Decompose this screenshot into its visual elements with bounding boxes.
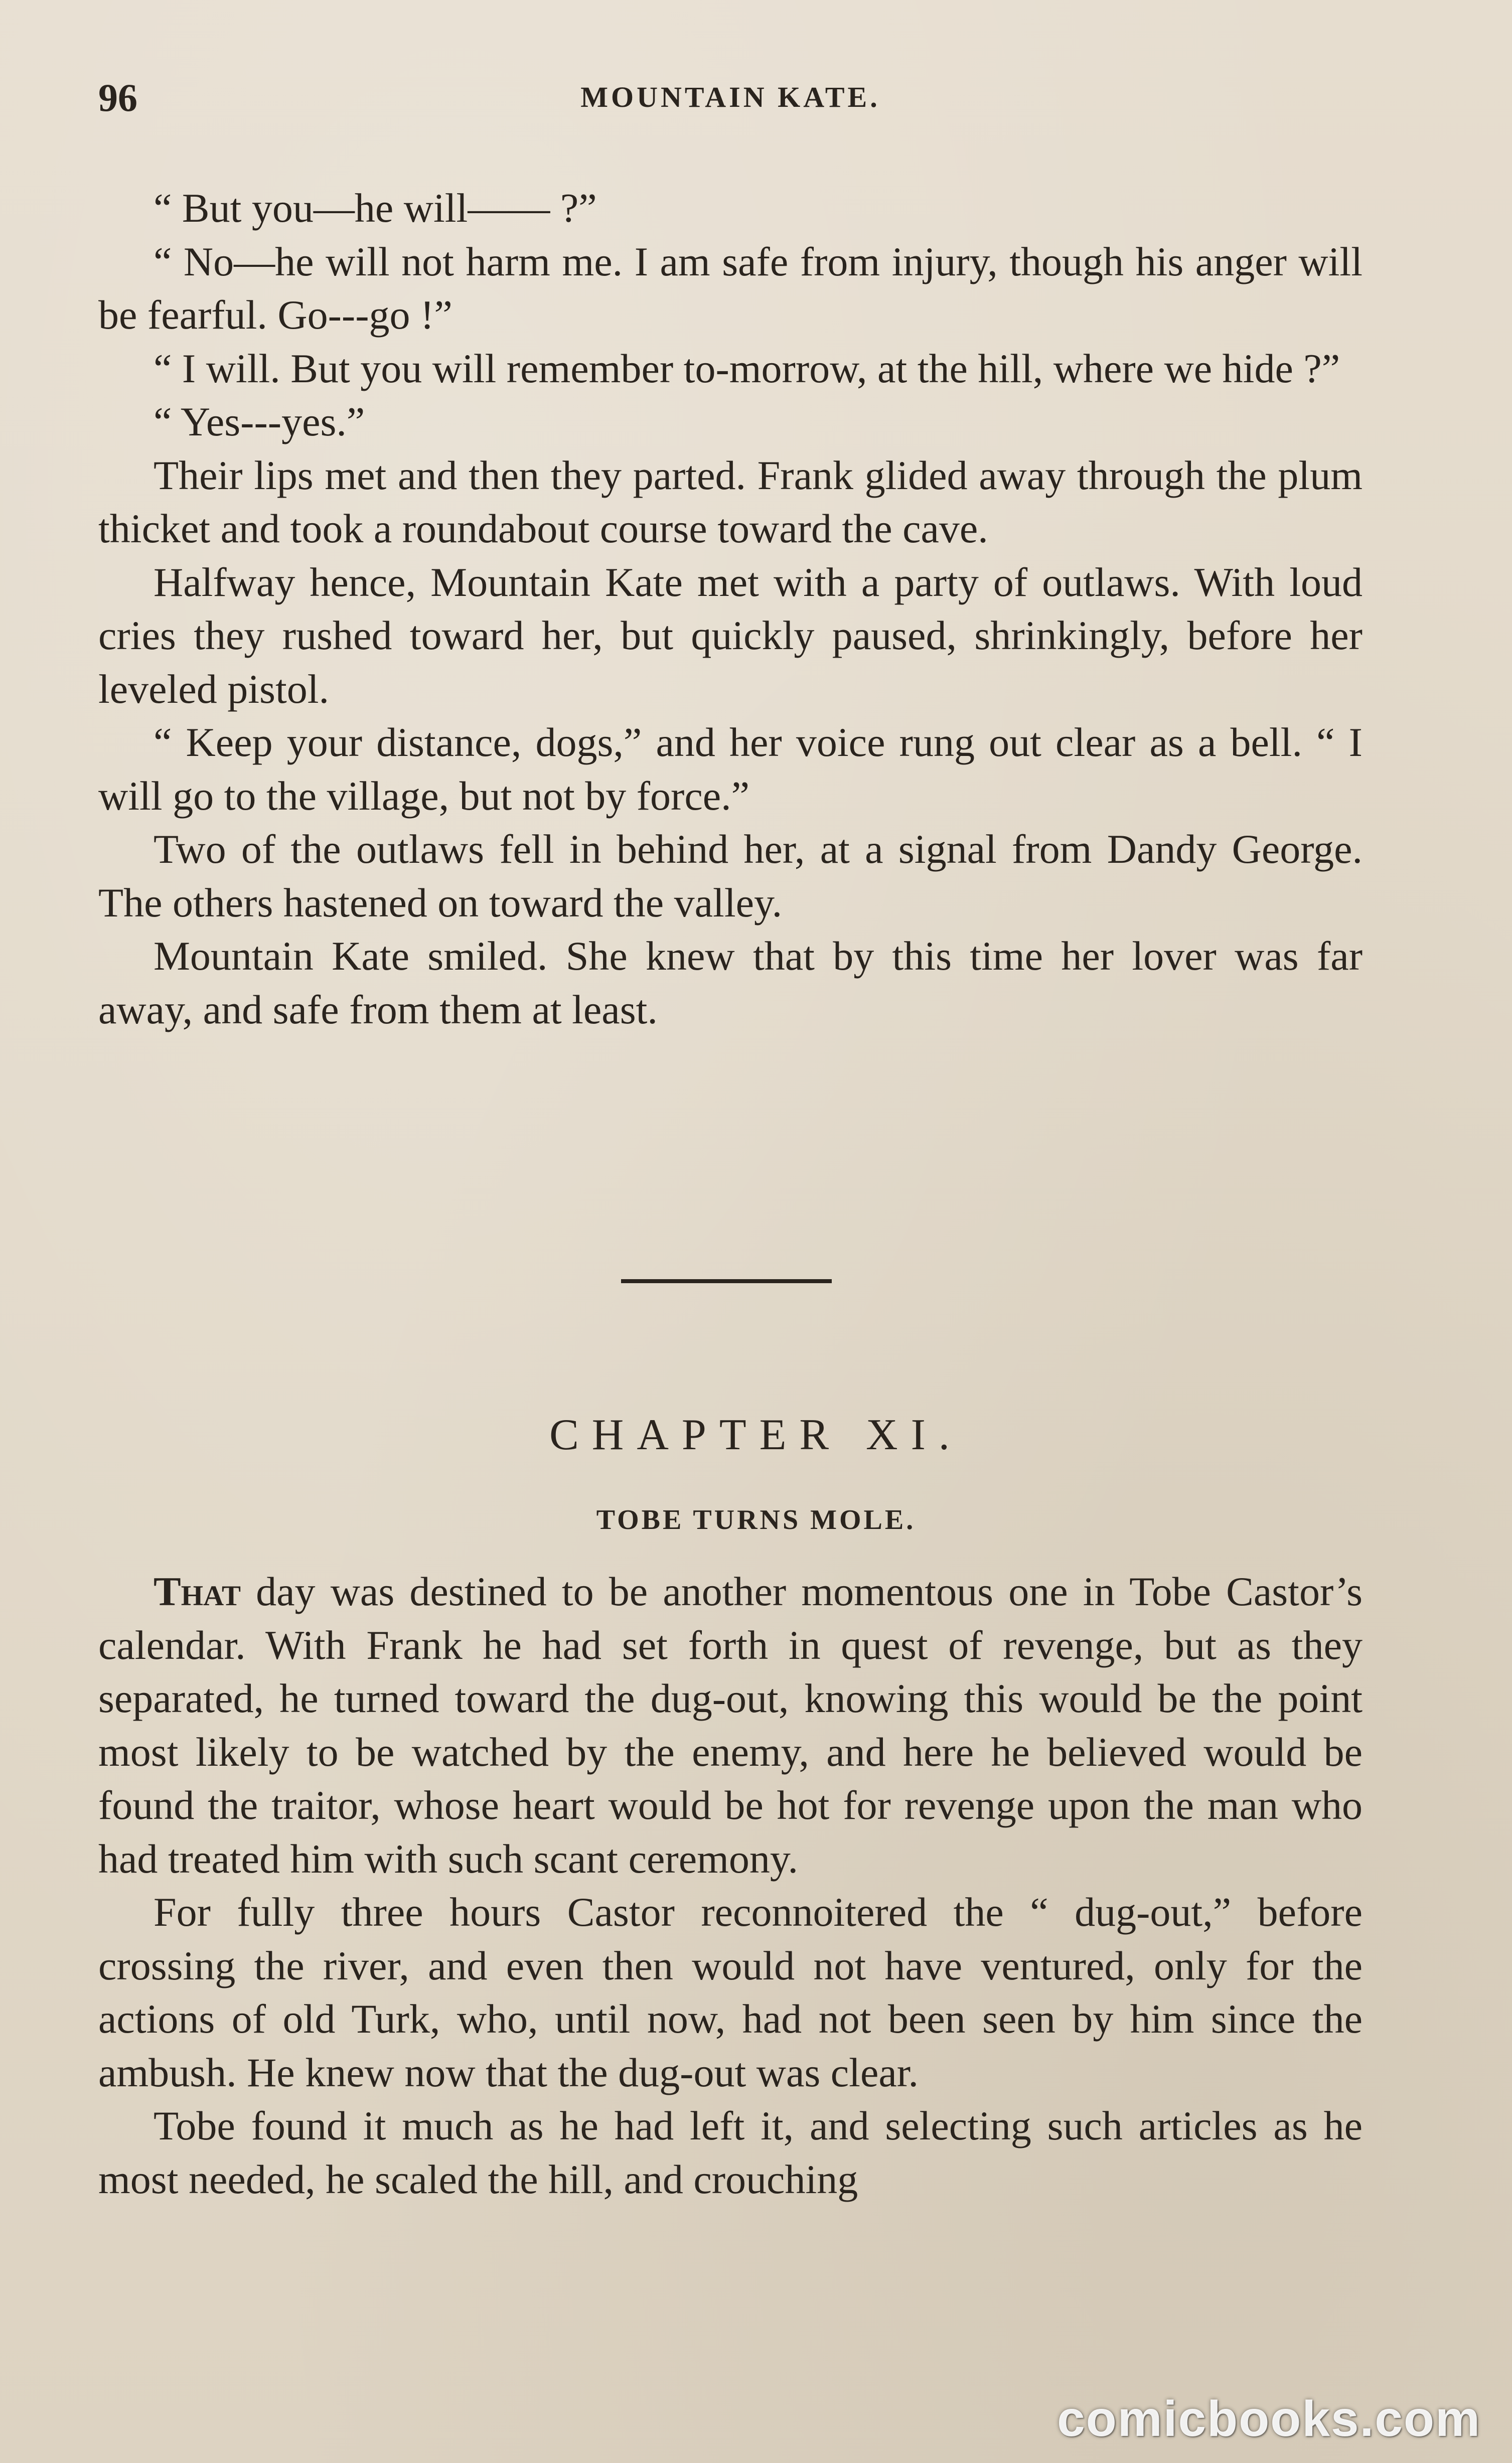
paragraph: For fully three hours Castor reconnoitered the “ dug-out,” before crossing the river, and even then would not have ventured, only for the actions of old Turk, who, until now, had not been seen by him since the ambush. He knew now that the dug-out was clear. <box>98 1889 1363 2095</box>
paragraph: Their lips met and then they parted. Frank glided away through the plum thicket and took a roundabout course toward the cave. <box>98 452 1363 551</box>
section-divider-rule <box>621 1279 832 1283</box>
paragraph: “ Keep your distance, dogs,” and her voice rung out clear as a bell. “ I will go to the village, but not by force.” <box>98 719 1363 819</box>
paragraph: “ I will. But you will remember to-morrow, at the hill, where we hide ?” <box>154 345 1340 391</box>
opening-paragraph-text: day was destined to be another momentous one in Tobe Castor’s calendar. With Frank he had set forth in quest of revenge, but as they separated, he turned toward the dug-out, knowing this would be the point most likely to be watched by the enemy, and here he believed would be found the traitor, whose heart would be hot for revenge upon the man who had treated him with such scant ceremony. <box>98 1569 1363 1882</box>
text-section-before-chapter <box>98 182 1363 1036</box>
paragraph: Halfway hence, Mountain Kate met with a party of outlaws. With loud cries they rushed toward her, but quickly paused, shrinkingly, before her leveled pistol. <box>98 559 1363 712</box>
watermark: comicbooks.com <box>1057 2391 1481 2447</box>
running-head: MOUNTAIN KATE. <box>580 81 880 113</box>
paragraph: “ No—he will not harm me. I am safe from injury, though his anger will be fearful. Go---go !” <box>98 238 1363 338</box>
chapter-subtitle: TOBE TURNS MOLE. <box>596 1504 916 1535</box>
paragraph: “ Yes---yes.” <box>154 399 365 444</box>
page-number: 96 <box>98 76 137 119</box>
opening-paragraph <box>98 1565 1363 1886</box>
chapter-title: CHAPTER XI. <box>549 1411 963 1459</box>
paragraph: “ But you—he will—— ?” <box>154 185 597 231</box>
opening-word: That <box>154 1569 241 1614</box>
paragraph: Mountain Kate smiled. She knew that by this time her lover was far away, and safe from them at least. <box>98 933 1363 1032</box>
page-header <box>98 75 1363 120</box>
chapter-text <box>98 1565 1363 2206</box>
paragraph: Two of the outlaws fell in behind her, at a signal from Dandy George. The others hastened on toward the valley. <box>98 826 1363 926</box>
paragraph: Tobe found it much as he had left it, and selecting such articles as he most needed, he scaled the hill, and crouching <box>98 2103 1363 2202</box>
